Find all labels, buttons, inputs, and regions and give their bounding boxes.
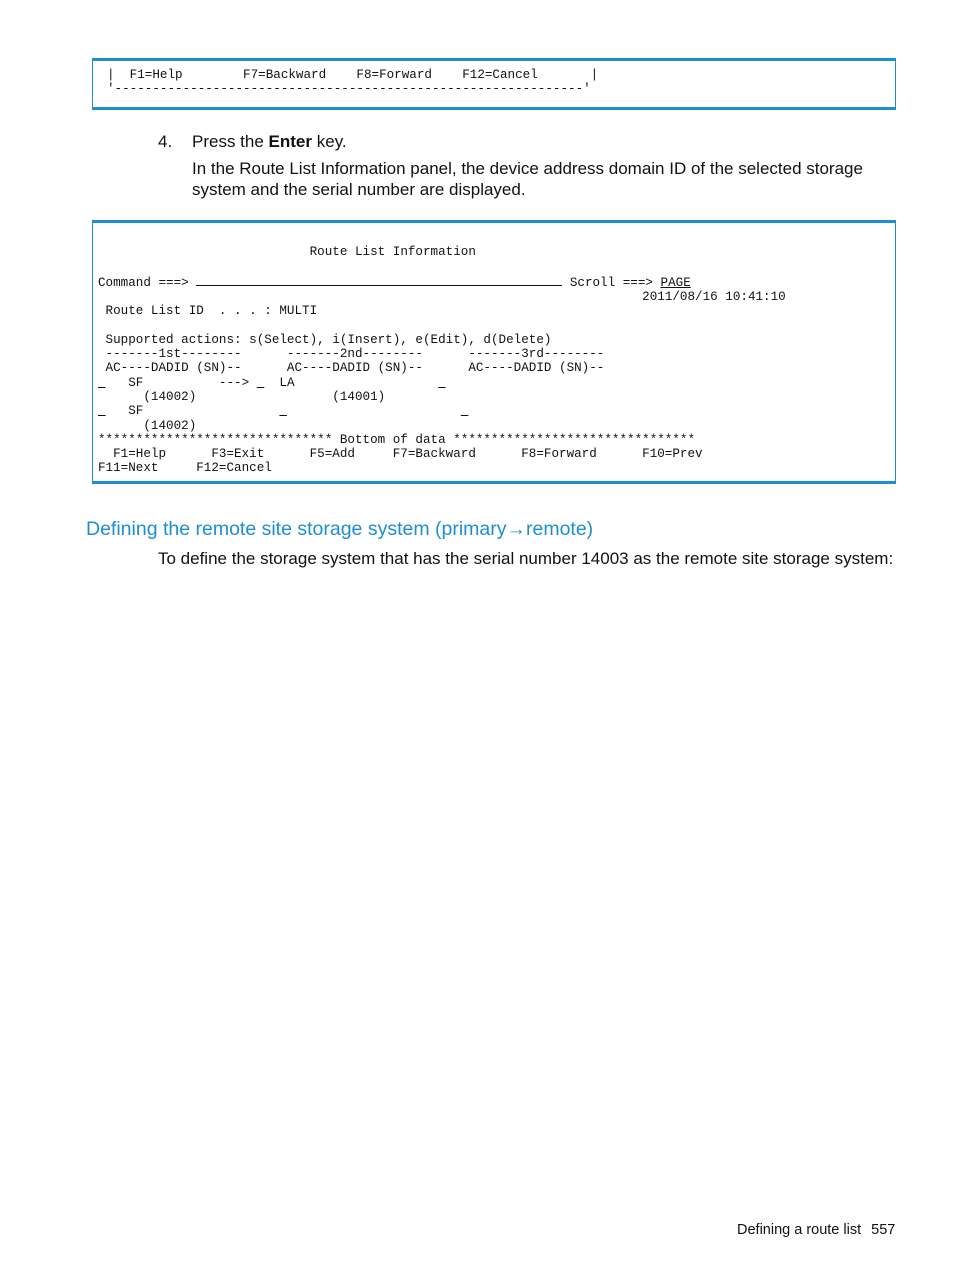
enter-key-label: Enter [268, 132, 313, 151]
footer-title: Defining a route list [737, 1222, 862, 1238]
step-suffix: key. [312, 132, 347, 151]
column-headers: -------1st-------- -------2nd-------- -------3rd-------- [98, 347, 605, 362]
pf-keys-line-1: F1=Help F3=Exit F5=Add F7=Backward F8=Forward F10=Prev [98, 447, 703, 462]
bottom-of-data: ******************************* Bottom of data ******************************** [98, 432, 696, 447]
pf-keys-line-2: F11=Next F12=Cancel [98, 461, 272, 476]
panel-title: Route List Information [309, 245, 476, 259]
section-heading: Defining the remote site storage system (primary→remote) [86, 518, 594, 540]
row2-serial-line: (14002) [98, 418, 197, 433]
row2-action-field-2[interactable] [279, 404, 287, 418]
route-panel-screen: Route List Information Command ===> Scroll ===> PAGE 2011/08/16 10:41:10 Route List ID . . . : MULTI Supported actions: s(Select), i(Insert), e(Edit), d(Delete) -------1st-------- -------2nd-------- -------3rd-------- AC----DADID (SN)-- AC----DADID (SN)-- AC----DADID (SN)-- SF ---> LA (14002) (14001) SF (14002) ******************************* Bottom of data ******************************** F1=Help F3=Exit F5=Add F7=Backward F8=Forward F10=Prev F11=Next F12=Cancel [98, 245, 786, 476]
route-list-id: Route List ID . . . : MULTI [98, 304, 318, 319]
supported-actions: Supported actions: s(Select), i(Insert), e(Edit), d(Delete) [98, 332, 552, 347]
row1-serial-line: (14002) (14001) [98, 389, 386, 404]
row1-action-field-1[interactable] [98, 376, 106, 390]
scroll-value[interactable]: PAGE [660, 275, 691, 290]
step-number: 4. [158, 132, 173, 151]
step-description: In the Route List Information panel, the device address domain ID of the selected storage system and the serial number are displayed. [192, 159, 863, 199]
step-prefix: Press the [192, 132, 269, 151]
function-key-line-2: '--------------------------------------------------------------' [107, 82, 591, 97]
datetime: 2011/08/16 10:41:10 [642, 289, 786, 304]
command-input[interactable] [196, 274, 562, 286]
function-key-line-1: | F1=Help F7=Backward F8=Forward F12=Cancel | [107, 68, 599, 82]
function-key-text [107, 68, 598, 97]
row2-action-field-3[interactable] [461, 404, 469, 418]
page-number: 557 [871, 1222, 896, 1238]
step-instruction [192, 131, 347, 152]
page-footer [737, 1222, 895, 1238]
route-list-information-panel [92, 220, 896, 484]
scroll-label: Scroll ===> [569, 275, 653, 290]
row1-action-field-3[interactable] [438, 376, 446, 390]
column-subheaders: AC----DADID (SN)-- AC----DADID (SN)-- AC----DADID (SN)-- [98, 361, 605, 376]
function-key-panel [92, 58, 896, 110]
section-intro: To define the storage system that has the serial number 14003 as the remote site storage system: [158, 549, 894, 568]
command-label: Command ===> [98, 275, 189, 290]
row2-action-field-1[interactable] [98, 404, 106, 418]
